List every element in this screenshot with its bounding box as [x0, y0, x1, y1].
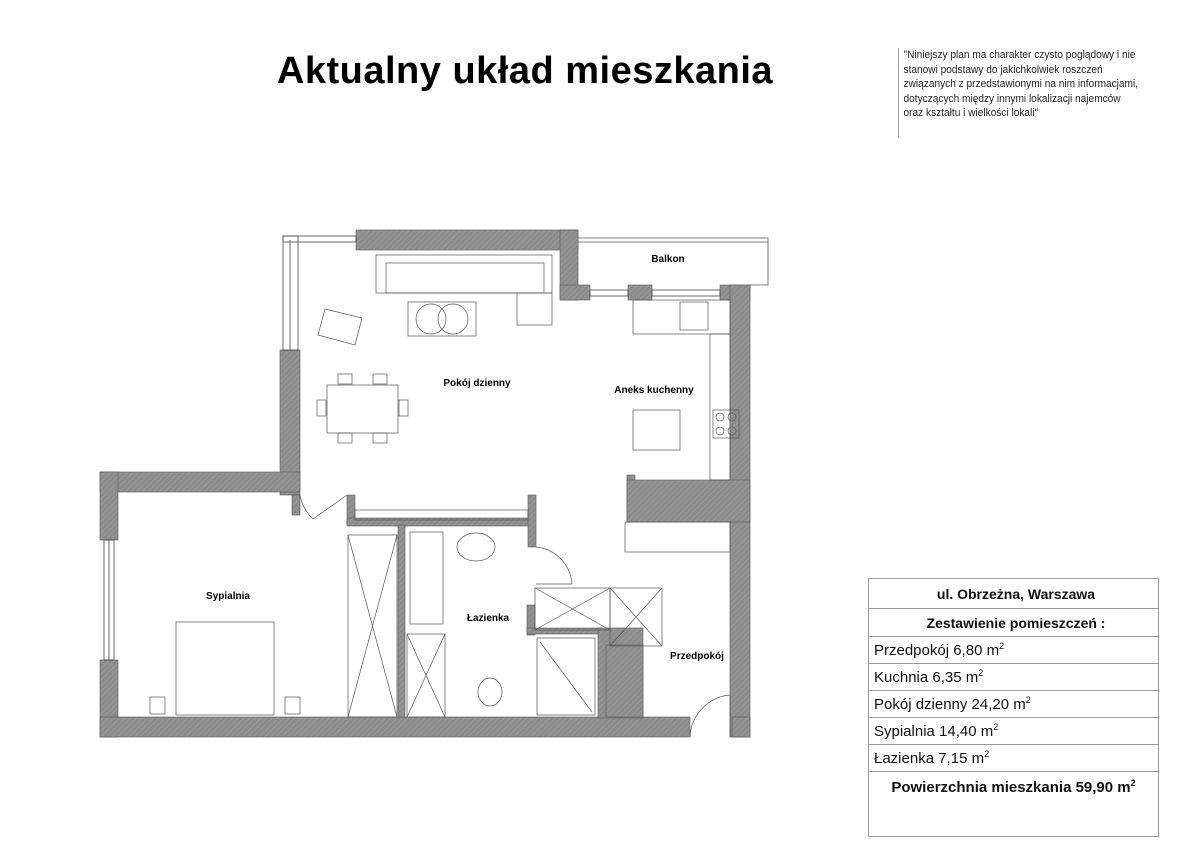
- unit: m: [971, 750, 985, 767]
- row-label: Łazienka 7,15: [874, 750, 968, 767]
- unit-exp: 2: [993, 722, 999, 732]
- summary-row: [869, 718, 1158, 745]
- row-label: Sypialnia 14,40: [874, 723, 977, 740]
- room-label-bathroom: Łazienka: [466, 613, 510, 624]
- room-label-balcony: Balkon: [651, 254, 685, 265]
- unit: m: [1117, 779, 1131, 796]
- unit: m: [986, 642, 1000, 659]
- total-label: Powierzchnia mieszkania 59,90: [891, 779, 1114, 796]
- disclaimer-note: "Niniejszy plan ma charakter czysto poglądowy i nie stanowi podstawy do jakichkolwiek roszczeń związanych z przedstawionymi na nim informacjami, dotyczących między innymi lokalizacji najemców oraz kształtu i wielkości lokali": [898, 48, 1143, 138]
- page-title: Aktualny układ mieszkania: [276, 50, 774, 92]
- summary-row: [869, 691, 1158, 718]
- unit: m: [980, 723, 994, 740]
- windows: [104, 236, 720, 660]
- unit: m: [1013, 696, 1026, 713]
- room-summary-table: [868, 578, 1159, 837]
- unit: m: [965, 669, 979, 686]
- unit-exp: 2: [1130, 778, 1136, 788]
- unit-exp: 2: [1025, 695, 1031, 705]
- address: ul. Obrzeżna, Warszawa: [869, 579, 1158, 609]
- row-label: Przedpokój 6,80: [874, 642, 983, 659]
- summary-row: [869, 745, 1158, 772]
- summary-heading: Zestawienie pomieszczeń :: [869, 609, 1158, 637]
- total-area: [869, 772, 1158, 836]
- room-label-living: Pokój dzienny: [443, 378, 511, 389]
- row-label: Pokój dzienny 24,20: [874, 696, 1010, 713]
- unit-exp: 2: [999, 641, 1005, 651]
- room-label-kitchen: Aneks kuchenny: [614, 385, 694, 396]
- unit-exp: 2: [978, 668, 984, 678]
- row-label: Kuchnia 6,35: [874, 669, 962, 686]
- room-label-bedroom: Sypialnia: [206, 591, 250, 602]
- summary-row: [869, 637, 1158, 664]
- summary-row: [869, 664, 1158, 691]
- walls: [100, 230, 750, 737]
- room-label-hall: Przedpokój: [670, 651, 724, 662]
- unit-exp: 2: [984, 749, 990, 759]
